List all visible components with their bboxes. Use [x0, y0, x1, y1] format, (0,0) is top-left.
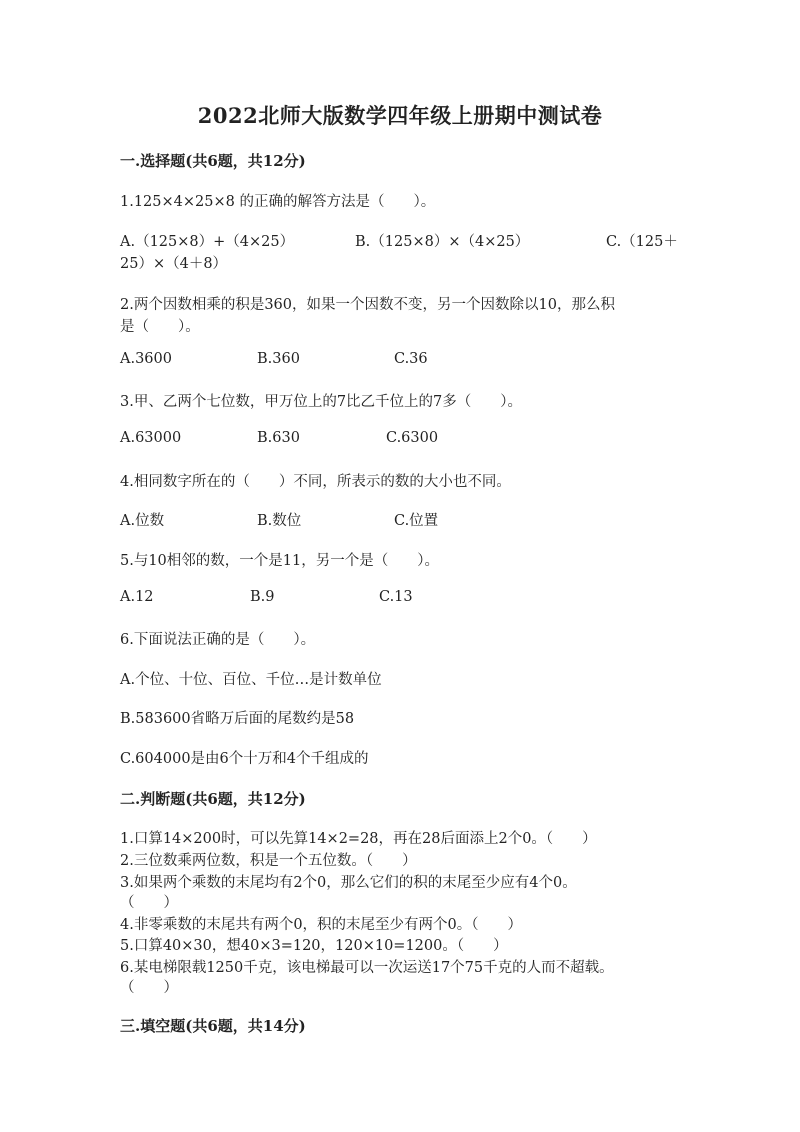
- q5-option-a: A.12: [120, 589, 154, 605]
- judgement-line-1: 1.口算14×200时，可以先算14×2=28，再在28后面添上2个0。（ ）: [120, 831, 597, 847]
- question-2: 2.两个因数相乘的积是360，如果一个因数不变，另一个因数除以10，那么积: [120, 297, 615, 313]
- section-heading-choice: 一.选择题(共6题，共12分): [120, 152, 306, 170]
- question-6: 6.下面说法正确的是（ ）。: [120, 632, 316, 648]
- q2-option-b: B.360: [257, 351, 300, 367]
- q6-option-c: C.604000是由6个十万和4个千组成的: [120, 751, 369, 767]
- judgement-line-6: 6.某电梯限载1250千克，该电梯最可以一次运送17个75千克的人而不超载。: [120, 960, 614, 976]
- q1-option-c-continued: 25）×（4＋8）: [120, 256, 228, 272]
- q5-option-c: C.13: [379, 589, 413, 605]
- q2-option-c: C.36: [394, 351, 428, 367]
- section-heading-fill-blank: 三.填空题(共6题，共14分): [120, 1017, 306, 1035]
- q6-option-b: B.583600省略万后面的尾数约是58: [120, 711, 355, 727]
- judgement-line-2: 2.三位数乘两位数，积是一个五位数。（ ）: [120, 853, 417, 869]
- q2-option-a: A.3600: [120, 351, 172, 367]
- q4-option-a: A.位数: [120, 513, 165, 529]
- q3-option-a: A.63000: [120, 430, 182, 446]
- judgement-line-3-continued: （ ）: [120, 895, 178, 911]
- judgement-line-4: 4.非零乘数的末尾共有两个0，积的末尾至少有两个0。（ ）: [120, 917, 523, 933]
- q5-option-b: B.9: [250, 589, 275, 605]
- question-2-continued: 是（ ）。: [120, 319, 200, 335]
- q1-option-c: C.（125＋: [606, 234, 678, 250]
- judgement-line-3: 3.如果两个乘数的末尾均有2个0，那么它们的积的末尾至少应有4个0。: [120, 875, 577, 891]
- q6-option-a: A.个位、十位、百位、千位…是计数单位: [120, 672, 382, 688]
- q1-option-a: A.（125×8）+（4×25）: [120, 234, 295, 250]
- judgement-line-5: 5.口算40×30，想40×3=120，120×10=1200。（ ）: [120, 938, 508, 954]
- question-1: 1.125×4×25×8 的正确的解答方法是（ ）。: [120, 194, 436, 210]
- question-4: 4.相同数字所在的（ ）不同，所表示的数的大小也不同。: [120, 474, 511, 490]
- section-heading-judgement: 二.判断题(共6题，共12分): [120, 790, 306, 808]
- q3-option-b: B.630: [257, 430, 300, 446]
- page-title: 2022北师大版数学四年级上册期中测试卷: [197, 103, 603, 128]
- question-5: 5.与10相邻的数，一个是11，另一个是（ ）。: [120, 553, 439, 569]
- q4-option-b: B.数位: [257, 513, 302, 529]
- question-3: 3.甲、乙两个七位数，甲万位上的7比乙千位上的7多（ ）。: [120, 394, 523, 410]
- q1-option-b: B.（125×8）×（4×25）: [355, 234, 530, 250]
- judgement-line-6-continued: （ ）: [120, 980, 178, 996]
- q4-option-c: C.位置: [394, 513, 439, 529]
- q3-option-c: C.6300: [386, 430, 439, 446]
